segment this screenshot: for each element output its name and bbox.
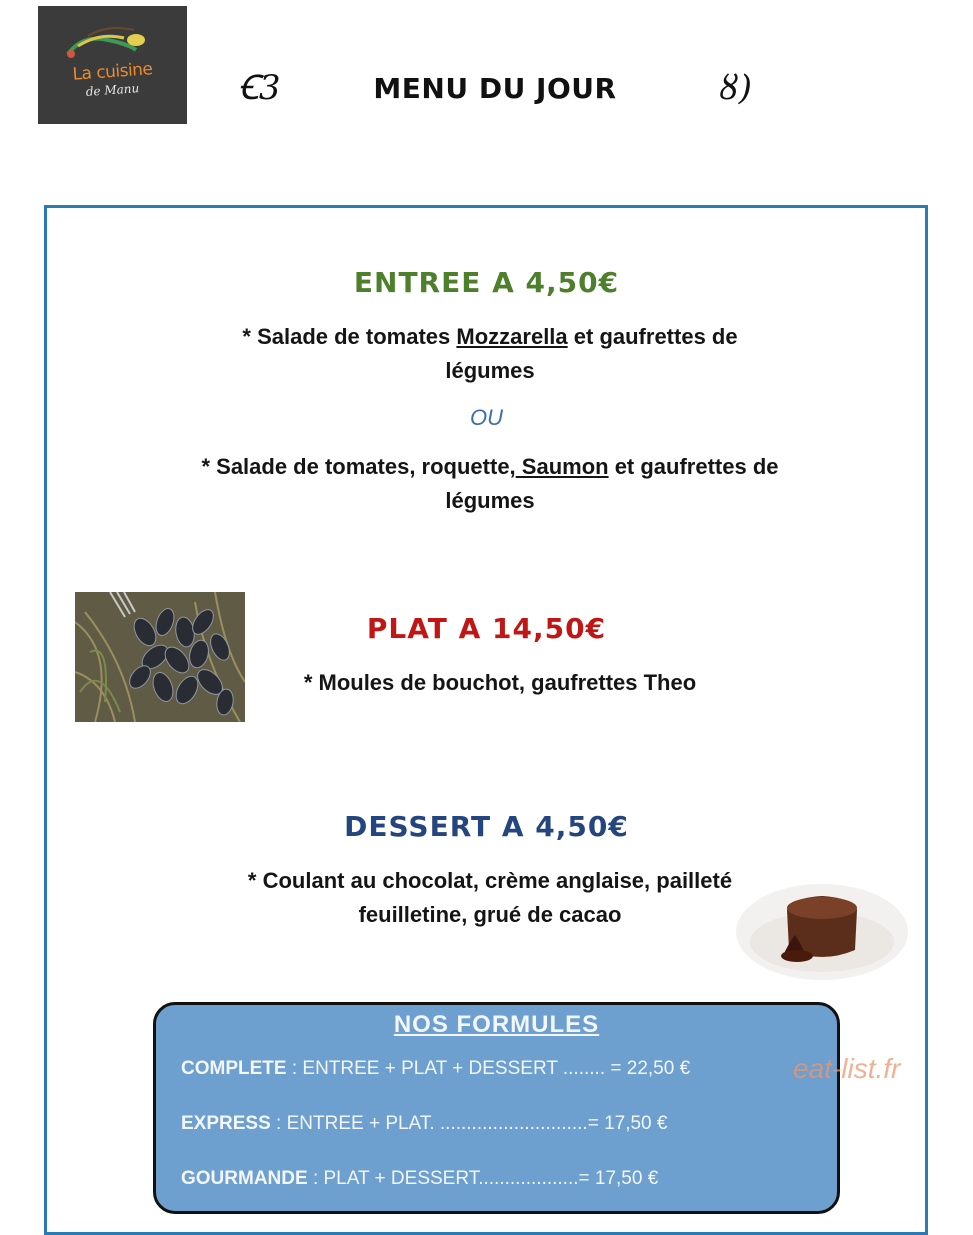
logo-title: La cuisine [71, 59, 154, 85]
formule-detail: : ENTREE + PLAT. ............................= 17,50 € [270, 1113, 668, 1134]
formule-express [181, 1113, 667, 1135]
entree-title: ENTREE A 4,50€ [353, 266, 620, 299]
logo-subtitle: de Manu [85, 81, 140, 99]
dessert-title: DESSERT A 4,50€ [344, 810, 629, 843]
page-title: MENU DU JOUR [373, 72, 617, 105]
watermark: eat-list.fr [793, 1053, 901, 1084]
formule-complete [181, 1058, 690, 1080]
formules-box [153, 1002, 840, 1214]
formule-name: EXPRESS [181, 1113, 271, 1134]
entree-item-2-prefix: * Salade de tomates, roquette, [201, 454, 516, 479]
formule-name: GOURMANDE [181, 1168, 308, 1189]
entree-item-2 [200, 450, 780, 518]
dessert-item: * Coulant au chocolat, crème anglaise, pailleté feuilletine, grué de cacao [247, 868, 733, 927]
entree-item-1-suffix: et gaufrettes de légumes [445, 324, 738, 383]
formules-title: NOS FORMULES [393, 1011, 600, 1038]
entree-item-1 [200, 320, 780, 388]
plat-item: * Moules de bouchot, gaufrettes Theo [303, 670, 697, 695]
entree-separator: OU [470, 405, 503, 430]
entree-item-2-suffix: et gaufrettes de légumes [445, 454, 779, 513]
entree-item-1-highlight: Mozzarella [456, 324, 568, 349]
formule-detail: : PLAT + DESSERT...................= 17,50 € [307, 1168, 659, 1189]
entree-item-2-highlight: Saumon [515, 454, 609, 479]
formule-name: COMPLETE [181, 1058, 287, 1079]
formule-gourmande [181, 1168, 658, 1190]
restaurant-logo [38, 6, 187, 124]
plat-title: PLAT A 14,50€ [366, 612, 607, 645]
entree-item-1-prefix: * Salade de tomates [242, 324, 457, 349]
chocolate-cake-photo [735, 880, 910, 980]
formule-detail: : ENTREE + PLAT + DESSERT ........ = 22,50 € [286, 1058, 691, 1079]
right-ornament-icon: ȣ) [720, 68, 753, 108]
left-ornament-icon: Ꞓ3 [238, 68, 281, 108]
